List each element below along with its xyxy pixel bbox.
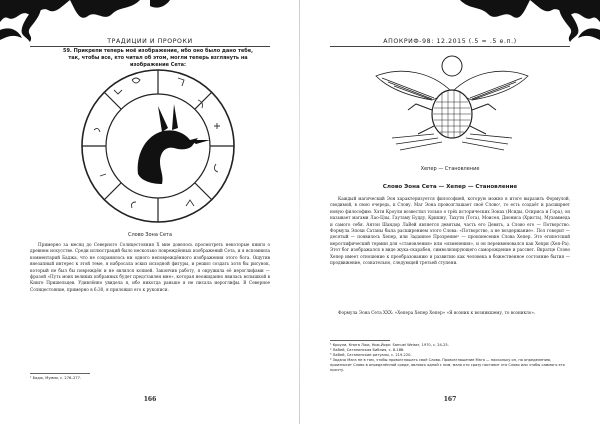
- footnote-1: ¹ Кроули, Книга Лжи, Нью-Йорк: Samuel Weiser, 1970, с. 24-25.: [330, 343, 449, 347]
- footnote-rule-right: [330, 340, 390, 341]
- section-title: Слово Эона Сета — Хепер — Становление: [382, 184, 518, 190]
- body-text-right-2: Формула Эона Сета XXX: «Хепера Хепер Хепер» «Я возник к возникшему, то возникло».: [338, 310, 536, 315]
- right-page: [300, 0, 600, 424]
- seth-wheel-figure: [78, 66, 238, 226]
- header-rule-left: [30, 46, 270, 47]
- footnote-rule-left: [30, 373, 90, 374]
- footnote-2: ² ЛаВей, Сатанинская Библия, с. 8-18б.: [330, 348, 405, 352]
- page-number-left: 166: [143, 396, 157, 403]
- footnote-3: ³ ЛаВей, Сатанинские ритуалы, с. 219-220.: [330, 353, 412, 357]
- page-number-right: 167: [443, 396, 457, 403]
- tribal-ornament-right: [300, 0, 600, 60]
- figure-caption-right: Хепер — Становление: [420, 166, 480, 172]
- footnote-4: ⁴ Задача Мага не в том, чтобы провозглашать своё Слово. Провозглашение Мага — поскольку он, по определению, произносит Слово в определённой среде, являясь одной с ним, мало кто сразу поставит это Слово или чтобы саммого его прочту.: [330, 358, 565, 372]
- figure-caption-left: Слово Зона Сета: [127, 232, 173, 238]
- body-text-left: Примерно за месяц до Северного Солнцестояния X мне довелось просмотреть некоторые книги о древнем искусстве. Среди иллюстраций было несколько повреждённых изображений Сета, и я вспомнила комментарий Баджа, что не сохранилось ни одного неповреждённого изображения этого бога. Ощутив внезапный интерес к этой теме, я набросала эскиз исходной фигуры, и решил создать хотя бы рисунок, который не был бы повреждён и не являлся копией. Закончив работу, я окружила её иероглифами — фразой «Путь моих великих избранных будет представлен мне», которая неожиданно явилась вспышкой в Книге Пришельцев. Удивлённо увидела я, ибо никогда раньше я не писала иероглифы. В Северное Солнцестояние, примерно в 6:30, я приложил его к рукописи.: [30, 242, 270, 292]
- caption-59: 59. Прикрепи теперь моё изображение, ибо оно было дано тебе, так, чтобы все, кто читал об этом, могли теперь взглянуть на изображение Сета:: [62, 48, 254, 68]
- footnotes-right: [330, 343, 570, 373]
- running-header-left: ТРАДИЦИИ И ПРОРОКИ: [107, 38, 193, 45]
- khepera-scarab-figure: [372, 52, 532, 162]
- body-text-right-1: Каждый магический Эон характеризуется философией, которую можно в итоге выразить Формулой, сводимой, в свою очередь, к Слову. Маг Эона провозглашает своё Слово¹, то есть создаёт и расширяет новую философию. Хэти Кроули возвестил только о трёх историческиx Эонах (Исиды, Осириса и Гора), он называет магами Лао-Цзы, Гаутаму Будду, Кришну, Тахути (Тота), Моисея, Диониса (Христа), Мухаммеда и самого себя. Антон Шандор ЛаВей является девятым, часть его Девять, а Слово его — Потворство. Формула Эпохи Сатаны была расширением этого Слова: «Потворство, а не воздержание». Пол говорит — десятый — появилось Хепер, или Заданное Прозрение² — произнесение Слова Хепер. Это египетский иероглифический термин для «становления» или «изменения», и он переименовался как Хепри (Хеп-Ра). Этот бог изображался в виде жука-скарабея, символизирующего саморождение и рассвет. Вкратце Слово Хепер имеет отношение к преобразованию и развитию как человека в божественное состояние бытия — продвижение, сознательно, следующей третьей ступени.: [330, 196, 570, 266]
- footnote-left: ¹ Бадж, Мумии, с. 276–277.: [30, 376, 82, 380]
- header-rule-right: [330, 46, 570, 47]
- running-header-right: АПОКРИФ-98: 12.2015 (.5 ≈ .5 е.п.): [383, 38, 517, 45]
